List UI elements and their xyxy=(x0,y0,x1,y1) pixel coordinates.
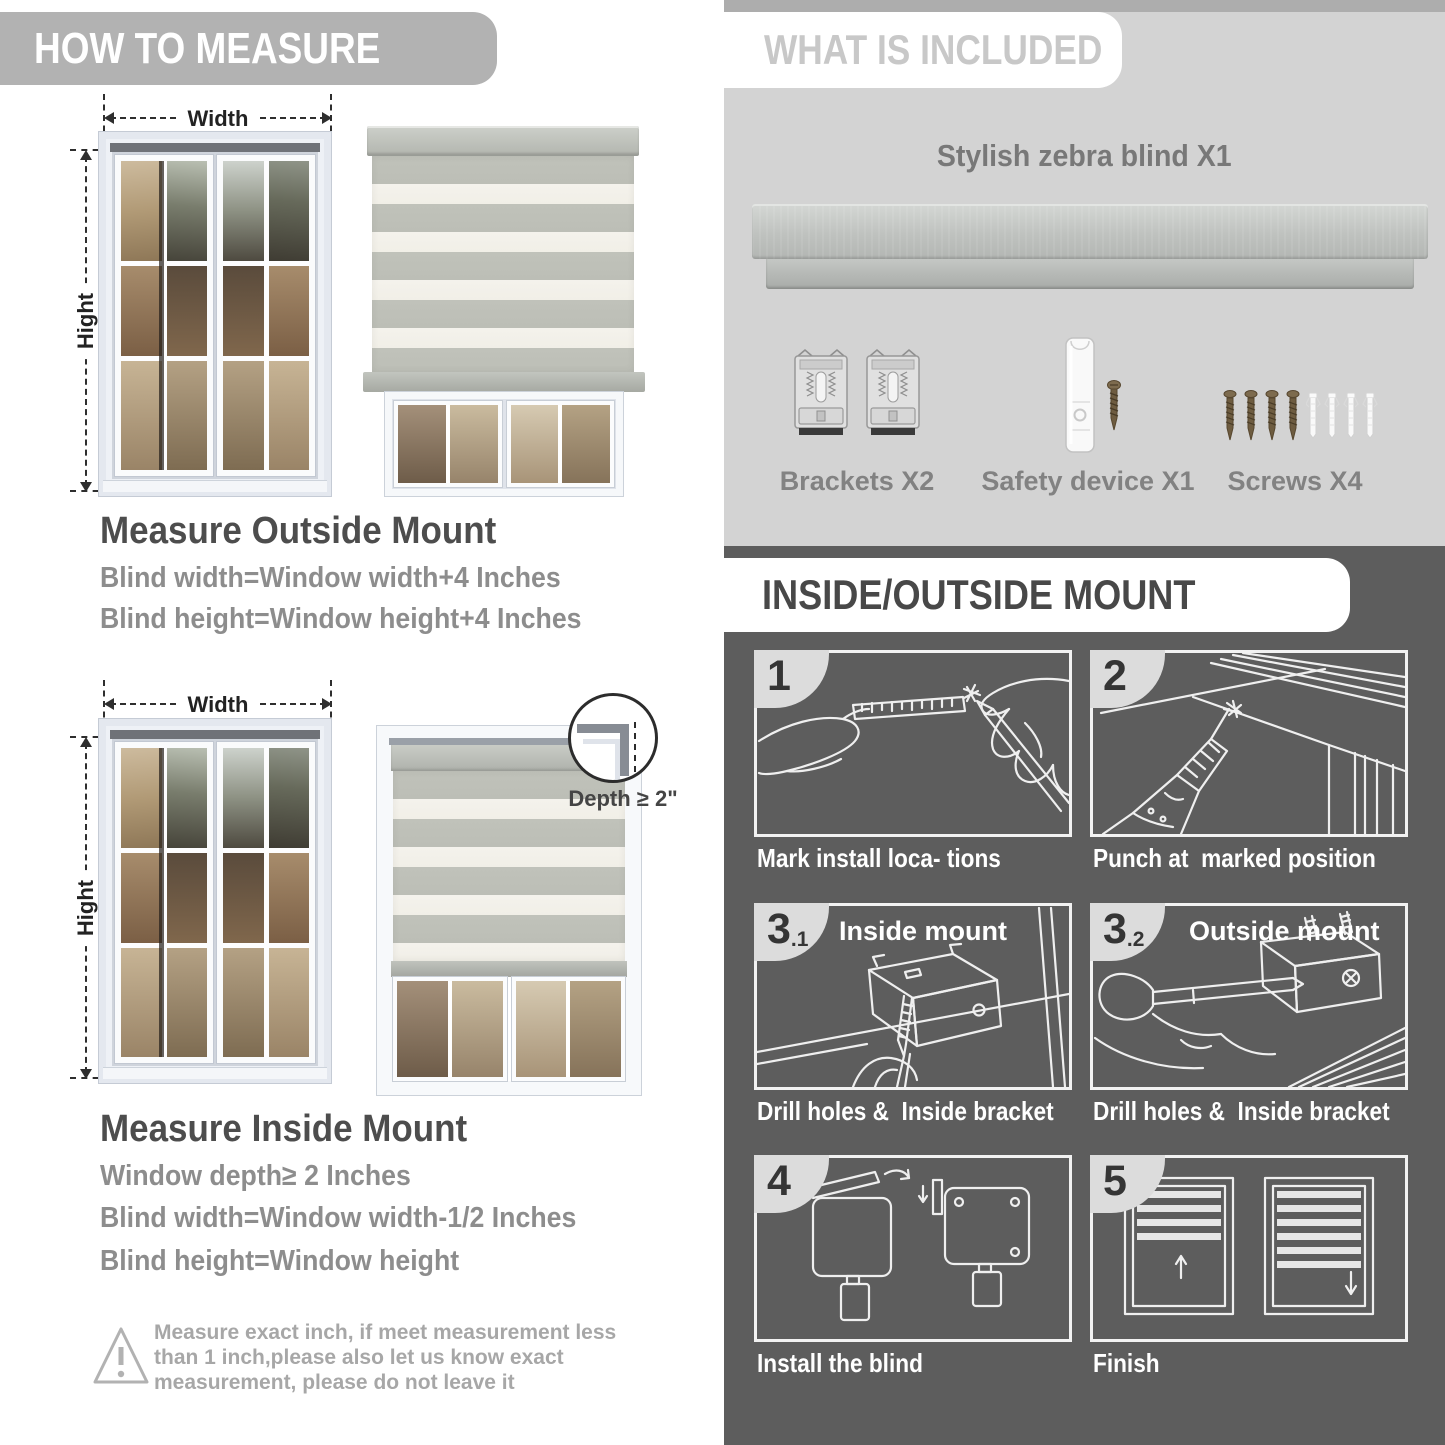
step-number-badge: 3 .1 xyxy=(754,903,829,961)
window-pane xyxy=(269,853,310,943)
window-pane xyxy=(223,853,264,943)
arrowhead-down-icon xyxy=(80,1069,92,1079)
inside-rule-depth: Window depth≥ 2 Inches xyxy=(100,1160,411,1192)
window-pane xyxy=(269,948,310,1057)
window-pane xyxy=(167,853,208,943)
step3-2-caption: Drill holes & Inside bracket xyxy=(1093,1096,1390,1126)
outside-rule-width: Blind width=Window width+4 Inches xyxy=(100,562,561,594)
window-pane xyxy=(121,853,162,943)
step-tile-4 xyxy=(754,1155,1072,1342)
step-number-badge: 2 xyxy=(1090,650,1165,708)
window-pane xyxy=(121,361,162,470)
window-pane xyxy=(121,948,162,1057)
window-top-recess xyxy=(110,730,320,739)
measurement-warning-text: Measure exact inch, if meet measurement less than 1 inch,please also let us know exact measurement, please do not leave it xyxy=(154,1321,617,1394)
what-is-included-banner xyxy=(724,12,1122,88)
window-pane xyxy=(269,161,310,261)
window-under-blind xyxy=(393,977,625,1081)
bracket-photo xyxy=(792,348,850,445)
step3-2-title: Outside mount xyxy=(1189,916,1380,946)
height-arrow-outside xyxy=(73,150,98,492)
step-number-badge: 5 xyxy=(1090,1155,1165,1213)
window-photo-outside xyxy=(98,131,332,497)
outside-rule-height: Blind height=Window height+4 Inches xyxy=(100,603,582,635)
step-tile-3-2 xyxy=(1090,903,1408,1090)
depth-callout-magnifier xyxy=(568,693,658,783)
step3-1-title: Inside mount xyxy=(839,916,1007,946)
window-casement xyxy=(115,742,213,1063)
window-pane xyxy=(167,748,208,848)
zebra-blind-outside-photo xyxy=(363,120,645,500)
headrail-photo-bottom xyxy=(766,259,1414,289)
window-pane xyxy=(398,405,446,483)
window-pane xyxy=(269,748,310,848)
screws-label: Screws X4 xyxy=(1227,466,1363,496)
window-pane xyxy=(223,266,264,356)
window-pane xyxy=(511,405,559,483)
outside-mount-title: Measure Outside Mount xyxy=(100,510,497,552)
blind-cassette xyxy=(367,126,639,156)
step-tile-5 xyxy=(1090,1155,1408,1342)
step3-1-caption: Drill holes & Inside bracket xyxy=(757,1096,1054,1126)
window-pane xyxy=(452,981,503,1077)
width-label: Width xyxy=(178,106,259,132)
window-pane xyxy=(562,405,610,483)
step-tile-3-1 xyxy=(754,903,1072,1090)
inside-outside-mount-title: INSIDE/OUTSIDE MOUNT xyxy=(762,571,1196,618)
height-label: Hight xyxy=(73,870,99,946)
blind-fabric-stripes xyxy=(372,156,634,372)
step-tile-2 xyxy=(1090,650,1408,837)
width-arrow-inside xyxy=(104,692,332,717)
inside-mount-title: Measure Inside Mount xyxy=(100,1108,468,1150)
safety-device-photo xyxy=(1062,336,1098,459)
screw-photo xyxy=(1106,380,1122,437)
window-pane xyxy=(167,361,208,470)
step5-caption: Finish xyxy=(1093,1348,1160,1378)
how-to-measure-banner xyxy=(0,12,497,85)
blind-bottom-rail xyxy=(363,372,645,392)
window-pane xyxy=(121,161,162,261)
warning-triangle-icon xyxy=(92,1322,150,1393)
window-pane xyxy=(269,266,310,356)
brackets-label: Brackets X2 xyxy=(779,466,935,496)
window-under-blind xyxy=(385,392,623,496)
height-arrow-inside xyxy=(73,737,98,1079)
window-pane xyxy=(121,266,162,356)
step4-caption: Install the blind xyxy=(757,1348,923,1378)
window-pane xyxy=(516,981,567,1077)
depth-label: Depth ≥ 2" xyxy=(568,786,678,811)
window-pane xyxy=(223,748,264,848)
window-photo-inside xyxy=(98,718,332,1084)
window-pane xyxy=(223,361,264,470)
step-number-badge: 4 xyxy=(754,1155,829,1213)
window-pane xyxy=(167,266,208,356)
window-casement xyxy=(217,742,315,1063)
step2-caption: Punch at marked position xyxy=(1093,843,1376,873)
screws-photo xyxy=(1222,390,1302,447)
window-top-recess xyxy=(110,143,320,152)
window-pane xyxy=(269,361,310,470)
height-label: Hight xyxy=(73,283,99,359)
how-to-measure-title: HOW TO MEASURE xyxy=(34,23,381,73)
step-number-badge: 1 xyxy=(754,650,829,708)
window-pane xyxy=(167,161,208,261)
window-pane xyxy=(397,981,448,1077)
inside-rule-height: Blind height=Window height xyxy=(100,1245,460,1277)
reflection-pole xyxy=(159,748,164,1057)
window-sill xyxy=(103,480,327,492)
width-label: Width xyxy=(178,692,259,718)
width-arrow-outside xyxy=(104,106,332,131)
window-pane xyxy=(121,748,162,848)
reflection-pole xyxy=(159,161,164,470)
inside-rule-width: Blind width=Window width-1/2 Inches xyxy=(100,1202,577,1234)
safety-device-label: Safety device X1 xyxy=(981,466,1195,496)
window-pane xyxy=(167,948,208,1057)
step-number-badge: 3 .2 xyxy=(1090,903,1165,961)
wall-anchors-photo xyxy=(1306,392,1378,445)
what-is-included-title: WHAT IS INCLUDED xyxy=(764,26,1103,73)
window-pane xyxy=(223,948,264,1057)
window-pane xyxy=(223,161,264,261)
window-casement xyxy=(115,155,213,476)
window-pane xyxy=(450,405,498,483)
window-casement xyxy=(217,155,315,476)
bracket-photo xyxy=(864,348,922,445)
headrail-photo-top xyxy=(752,204,1428,259)
depth-dashed-line xyxy=(634,722,636,772)
inside-outside-mount-banner xyxy=(724,558,1350,632)
top-strip xyxy=(724,0,1445,12)
arrowhead-down-icon xyxy=(80,482,92,492)
step-tile-1 xyxy=(754,650,1072,837)
step1-caption: Mark install loca- tions xyxy=(757,843,1001,873)
blind-bottom-rail xyxy=(391,961,627,977)
window-pane xyxy=(570,981,621,1077)
window-sill xyxy=(103,1067,327,1079)
product-label: Stylish zebra blind X1 xyxy=(937,138,1232,173)
